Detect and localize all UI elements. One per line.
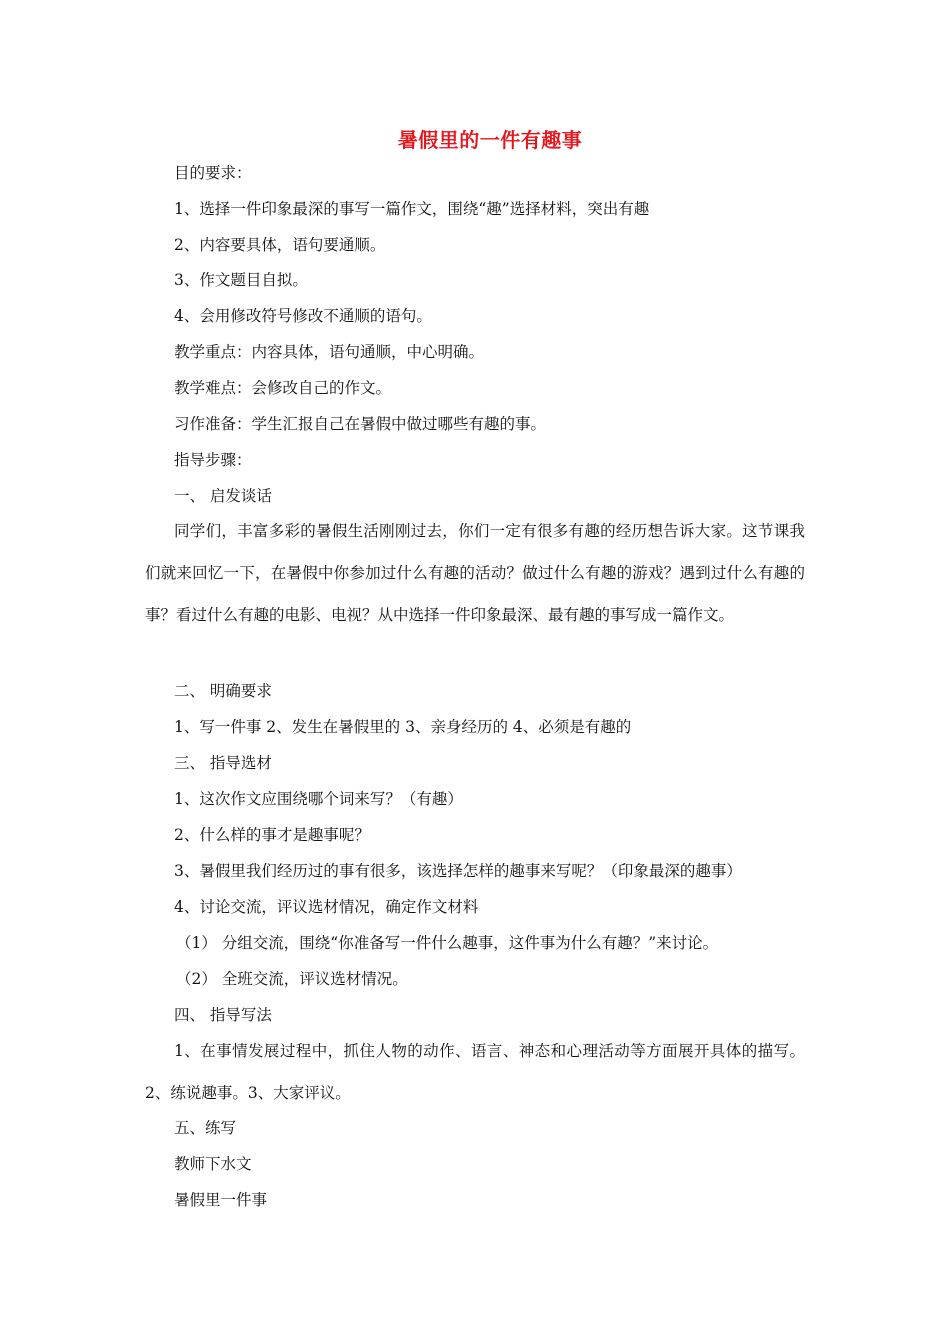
section-5-heading: 五、练写 bbox=[174, 1119, 237, 1137]
section-4-paragraph: 1、在事情发展过程中，抓住人物的动作、语言、神态和心理活动等方面展开具体的描写。2、练说趣事。3、大家评议。 bbox=[145, 1042, 805, 1102]
section-3-subitem-2: （2） 全班交流，评议选材情况。 bbox=[176, 970, 408, 988]
goal-item-3: 3、作文题目自拟。 bbox=[174, 271, 308, 289]
goal-heading: 目的要求： bbox=[174, 164, 252, 182]
sample-title: 暑假里一件事 bbox=[174, 1191, 268, 1209]
key-point: 教学重点：内容具体，语句通顺，中心明确。 bbox=[174, 343, 485, 361]
difficulty: 教学难点：会修改自己的作文。 bbox=[174, 379, 392, 397]
goal-item-2: 2、内容要具体，语句要通顺。 bbox=[174, 236, 386, 254]
section-4-heading: 四、 指导写法 bbox=[174, 1006, 272, 1024]
section-3-subitem-1: （1） 分组交流，围绕“你准备写一件什么趣事，这件事为什么有趣？”来讨论。 bbox=[176, 934, 719, 952]
section-3-item-1: 1、这次作文应围绕哪个词来写？（有趣） bbox=[174, 790, 463, 808]
section-2-heading: 二、 明确要求 bbox=[174, 682, 272, 700]
section-3-heading: 三、 指导选材 bbox=[174, 754, 272, 772]
teacher-sample-label: 教师下水文 bbox=[174, 1155, 252, 1173]
section-1-heading: 一、 启发谈话 bbox=[174, 487, 272, 505]
goal-item-4: 4、会用修改符号修改不通顺的语句。 bbox=[174, 307, 432, 325]
preparation: 习作准备：学生汇报自己在暑假中做过哪些有趣的事。 bbox=[174, 415, 547, 433]
section-3-item-3: 3、暑假里我们经历过的事有很多，该选择怎样的趣事来写呢？（印象最深的趣事） bbox=[174, 862, 742, 880]
page-title: 暑假里的一件有趣事 bbox=[397, 128, 583, 152]
section-3-item-4: 4、讨论交流，评议选材情况，确定作文材料 bbox=[174, 898, 479, 916]
section-1-paragraph: 同学们，丰富多彩的暑假生活刚刚过去，你们一定有很多有趣的经历想告诉大家。这节课我们就来回忆一下，在暑假中你参加过什么有趣的活动？做过什么有趣的游戏？遇到过什么有趣的事？看过什么有趣的电影、电视？从中选择一件印象最深、最有趣的事写成一篇作文。 bbox=[145, 522, 805, 624]
section-2-line: 1、写一件事 2、发生在暑假里的 3、亲身经历的 4、必须是有趣的 bbox=[174, 718, 632, 736]
steps-heading: 指导步骤： bbox=[174, 451, 252, 469]
section-3-item-2: 2、什么样的事才是趣事呢？ bbox=[174, 826, 370, 844]
goal-item-1: 1、选择一件印象最深的事写一篇作文，围绕“趣”选择材料，突出有趣 bbox=[174, 200, 650, 218]
